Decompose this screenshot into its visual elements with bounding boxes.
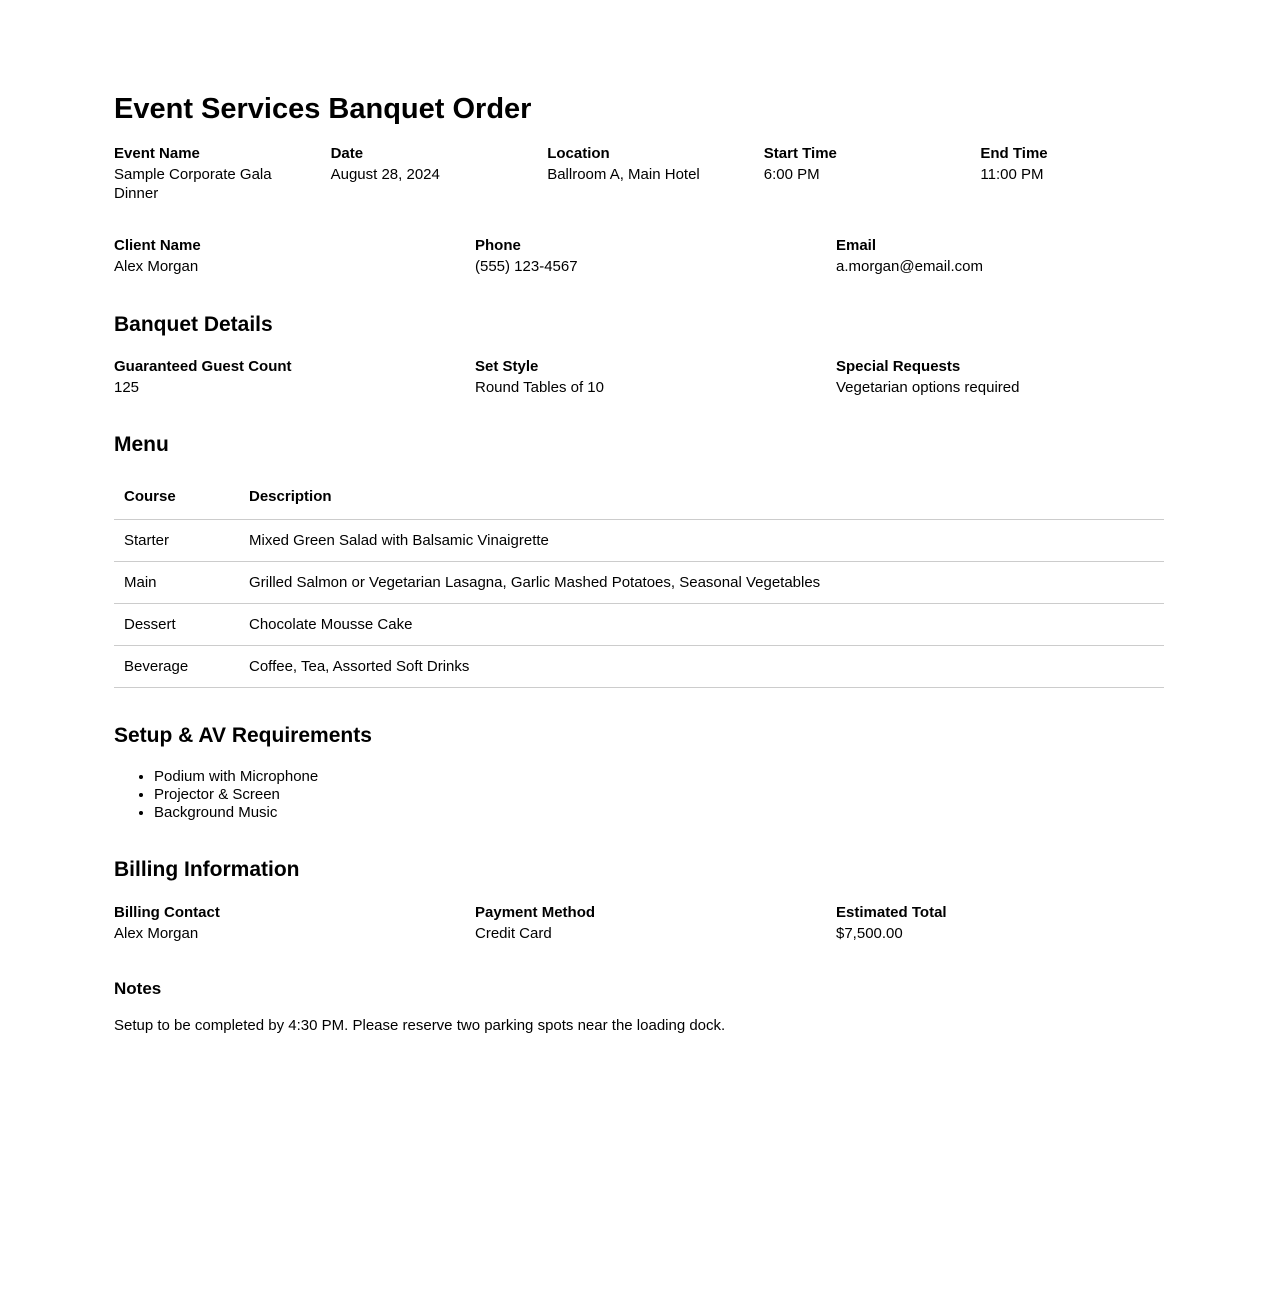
field-start-time (764, 144, 948, 203)
page-title: Event Services Banquet Order (114, 93, 532, 125)
cell-course: Starter (114, 520, 239, 562)
menu-heading: Menu (114, 433, 169, 457)
cell-description: Grilled Salmon or Vegetarian Lasagna, Garlic Mashed Potatoes, Seasonal Vegetables (239, 562, 1164, 604)
field-special-requests (836, 357, 1164, 398)
field-set-style (475, 357, 803, 398)
field-value: Vegetarian options required (836, 378, 1020, 396)
setup-av-heading: Setup & AV Requirements (114, 724, 372, 748)
field-value: Alex Morgan (114, 924, 199, 942)
field-value: Credit Card (475, 924, 552, 942)
field-client-name (114, 236, 442, 277)
field-label: End Time (980, 145, 1048, 163)
field-label: Estimated Total (836, 903, 947, 921)
field-label: Set Style (475, 357, 539, 375)
field-billing-contact (114, 903, 442, 944)
field-payment-method (475, 903, 803, 944)
field-label: Client Name (114, 237, 201, 255)
field-phone (475, 236, 803, 277)
av-requirements-list (114, 768, 1164, 822)
notes-text: Setup to be completed by 4:30 PM. Please reserve two parking spots near the loading dock. (114, 1016, 726, 1034)
column-header-course: Course (114, 480, 239, 520)
column-header-description: Description (239, 480, 1164, 520)
list-item: • Projector & Screen (154, 786, 1164, 804)
field-end-time (980, 144, 1164, 203)
field-value: (555) 123-4567 (475, 258, 578, 276)
field-label: Special Requests (836, 357, 961, 375)
field-label: Event Name (114, 145, 200, 163)
banquet-details-row (114, 357, 1164, 398)
table-row (114, 646, 1164, 688)
field-label: Billing Contact (114, 903, 220, 921)
field-value: August 28, 2024 (330, 166, 440, 184)
notes-heading: Notes (114, 979, 162, 999)
field-date (331, 144, 515, 203)
event-summary-row (114, 144, 1164, 203)
field-guest-count (114, 357, 442, 398)
field-value: 11:00 PM (980, 166, 1044, 184)
billing-info-row (114, 903, 1164, 944)
banquet-details-heading: Banquet Details (114, 312, 273, 336)
field-label: Email (836, 237, 877, 255)
field-label: Location (547, 145, 610, 163)
cell-course: Beverage (114, 646, 239, 688)
field-event-name (114, 144, 298, 203)
table-row (114, 520, 1164, 562)
field-estimated-total (836, 903, 1164, 944)
field-value: Ballroom A, Main Hotel (547, 166, 700, 184)
field-label: Guaranteed Guest Count (114, 357, 292, 375)
cell-description: Chocolate Mousse Cake (239, 604, 1164, 646)
table-row (114, 562, 1164, 604)
billing-heading: Billing Information (114, 858, 300, 882)
menu-table-header-row (114, 480, 1164, 520)
field-value: 125 (114, 378, 140, 396)
field-value: Sample Corporate Gala Dinner (114, 166, 272, 202)
field-label: Phone (475, 237, 521, 255)
field-value: Alex Morgan (114, 258, 199, 276)
field-location (547, 144, 731, 203)
cell-course: Dessert (114, 604, 239, 646)
cell-course: Main (114, 562, 239, 604)
field-value: $7,500.00 (836, 924, 903, 942)
field-value: 6:00 PM (763, 166, 820, 184)
menu-table (114, 480, 1164, 688)
field-value: a.morgan@email.com (836, 258, 983, 276)
table-row (114, 604, 1164, 646)
list-item: • Background Music (154, 804, 1164, 822)
list-item: • Podium with Microphone (154, 768, 1164, 786)
field-label: Payment Method (475, 903, 596, 921)
field-value: Round Tables of 10 (475, 378, 604, 396)
field-email (836, 236, 1164, 277)
cell-description: Coffee, Tea, Assorted Soft Drinks (239, 646, 1164, 688)
client-info-row (114, 236, 1164, 277)
cell-description: Mixed Green Salad with Balsamic Vinaigrette (239, 520, 1164, 562)
field-label: Start Time (763, 145, 837, 163)
field-label: Date (330, 145, 364, 163)
